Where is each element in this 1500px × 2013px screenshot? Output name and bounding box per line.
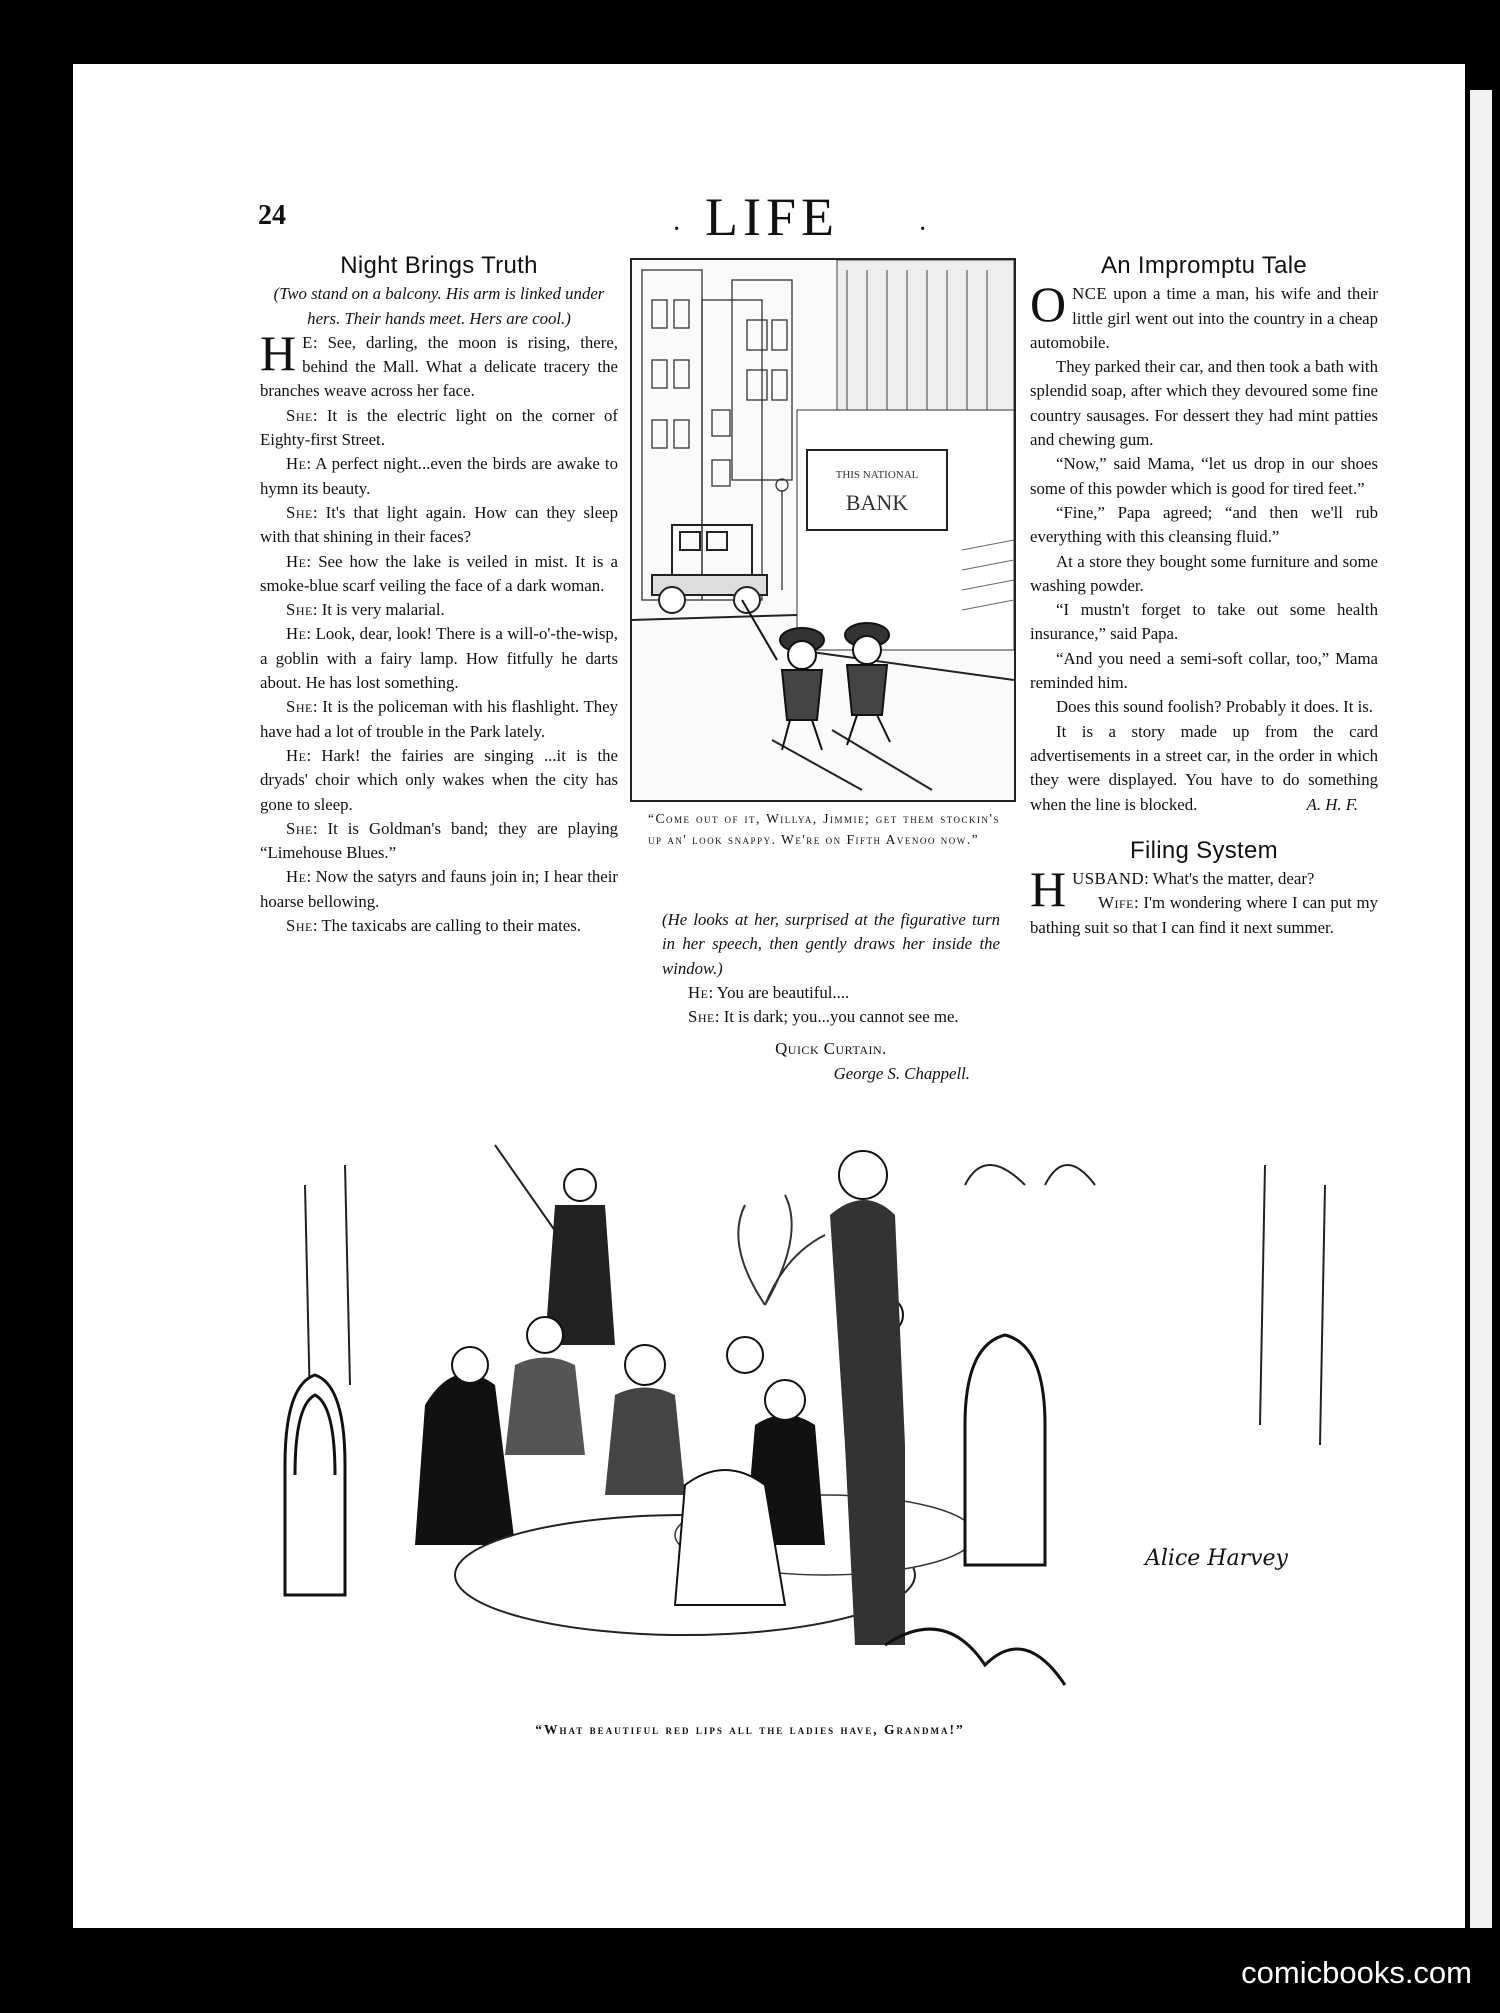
watermark-text: comicbooks.com: [1241, 1955, 1472, 1990]
paragraph: HUSBAND: What's the matter, dear?: [1030, 861, 1315, 918]
paragraph: Wife: I'm wondering where I can put my bathing suit so that I can find it next summer.: [1030, 893, 1378, 937]
signature: A. H. F.: [1306, 794, 1358, 814]
paragraph: At a store they bought some furniture and some washing powder.: [1030, 551, 1378, 595]
top-cartoon-caption: “Come out of it, Willya, Jimmie; get them stockin's up an' look snappy. We're on Fifth Avenoo now.”: [648, 811, 1000, 847]
masthead-title: LIFE: [705, 187, 839, 247]
paragraph: They parked their car, and then took a bath with splendid soap, after which they devoured some fine country sausages. For dessert they had mint patties and chewing gum.: [1030, 357, 1378, 450]
page-number: 24: [258, 200, 286, 231]
article-impromptu-tale: [1030, 254, 1378, 940]
quick-curtain: Quick Curtain.: [775, 1039, 887, 1059]
paragraph: “And you need a semi-soft collar, too,” Mama reminded him.: [1030, 648, 1378, 693]
line-text: : See, darling, the moon is rising, there, behind the Mall. What a delicate tracery the branches weave across her face.: [260, 332, 618, 401]
restaurant-scene-drawing: [265, 1125, 1385, 1705]
speaker: E: [302, 332, 313, 352]
paragraph: He: Look, dear, look! There is a will-o'-the-wisp, a goblin with a fairy lamp. How fitfully he darts about. He has lost something.: [260, 624, 618, 693]
paragraph: He: Hark! the fairies are singing ...it is the dryads' choir which only wakes when the city has gone to sleep.: [260, 745, 618, 814]
paragraph: She: It is very malarial.: [286, 600, 445, 620]
filing-system-title: Filing System: [1130, 836, 1278, 864]
paragraph: Does this sound foolish? Probably it does. It is.: [1056, 697, 1373, 717]
bank-sign-line-2: BANK: [845, 490, 909, 515]
paragraph: [260, 324, 618, 404]
drop-cap: H: [1030, 861, 1067, 918]
paragraph: “Now,” said Mama, “let us drop in our shoes some of this powder which is good for tired feet.”: [1030, 454, 1378, 498]
paragraph: She: It's that light again. How can they sleep with that shining in their faces?: [260, 502, 618, 547]
article-title: Night Brings Truth: [340, 252, 538, 279]
paragraph: She: It is the electric light on the corner of Eighty-first Street.: [260, 405, 618, 450]
paragraph: She: The taxicabs are calling to their mates.: [286, 916, 581, 936]
drop-cap: O: [1030, 276, 1067, 333]
paragraph: She: It is Goldman's band; they are playing “Limehouse Blues.”: [260, 818, 618, 863]
paragraph: She: It is dark; you...you cannot see me.: [688, 1007, 959, 1027]
paragraph: “Fine,” Papa agreed; “and then we'll rub everything with this cleansing fluid.”: [1030, 502, 1378, 547]
paragraph: He: You are beautiful....: [688, 982, 850, 1002]
artist-signature: Alice Harvey: [1145, 1546, 1288, 1571]
street-cartoon-illustration: [630, 258, 1016, 802]
bank-sign-line-1: THIS NATIONAL: [835, 469, 919, 481]
adjacent-page-edge: [1470, 90, 1492, 1928]
paragraph: He: A perfect night...even the birds are awake to hymn its beauty.: [260, 454, 618, 498]
stage-direction: (He looks at her, surprised at the figurative turn in her speech, then gently draws her inside the window.): [662, 910, 1000, 978]
paragraph: It is a story made up from the card advertisements in a street car, in the order in which they were displayed. You have to do something when the line is blocked. A. H. F.: [1030, 720, 1378, 817]
paragraph: He: See how the lake is veiled in mist. It is a smoke-blue scarf veiling the face of a dark woman.: [260, 551, 618, 595]
paragraph: ONCE upon a time a man, his wife and their little girl went out into the country in a cheap automobile.: [1030, 276, 1378, 352]
restaurant-cartoon-illustration: [265, 1125, 1385, 1705]
masthead-dot-right: ·: [918, 214, 928, 245]
drop-cap: H: [260, 324, 297, 381]
article-title: An Impromptu Tale: [1100, 252, 1308, 279]
paragraph: He: Now the satyrs and fauns join in; I hear their hoarse bellowing.: [260, 867, 618, 911]
masthead-dot-left: ·: [672, 214, 682, 245]
bottom-cartoon-caption: “What beautiful red lips all the ladies have, Grandma!”: [535, 1722, 965, 1737]
article-night-brings-truth-continued: [662, 908, 1000, 1086]
street-scene-drawing: [632, 260, 1014, 800]
stage-intro: (Two stand on a balcony. His arm is linked under hers. Their hands meet. Hers are cool.): [273, 284, 605, 328]
author-signature: George S. Chappell.: [833, 1063, 970, 1083]
paragraph: “I mustn't forget to take out some health insurance,” said Papa.: [1030, 600, 1378, 644]
article-night-brings-truth: [260, 254, 618, 938]
paragraph: She: It is the policeman with his flashlight. They have had a lot of trouble in the Park lately.: [260, 697, 618, 741]
